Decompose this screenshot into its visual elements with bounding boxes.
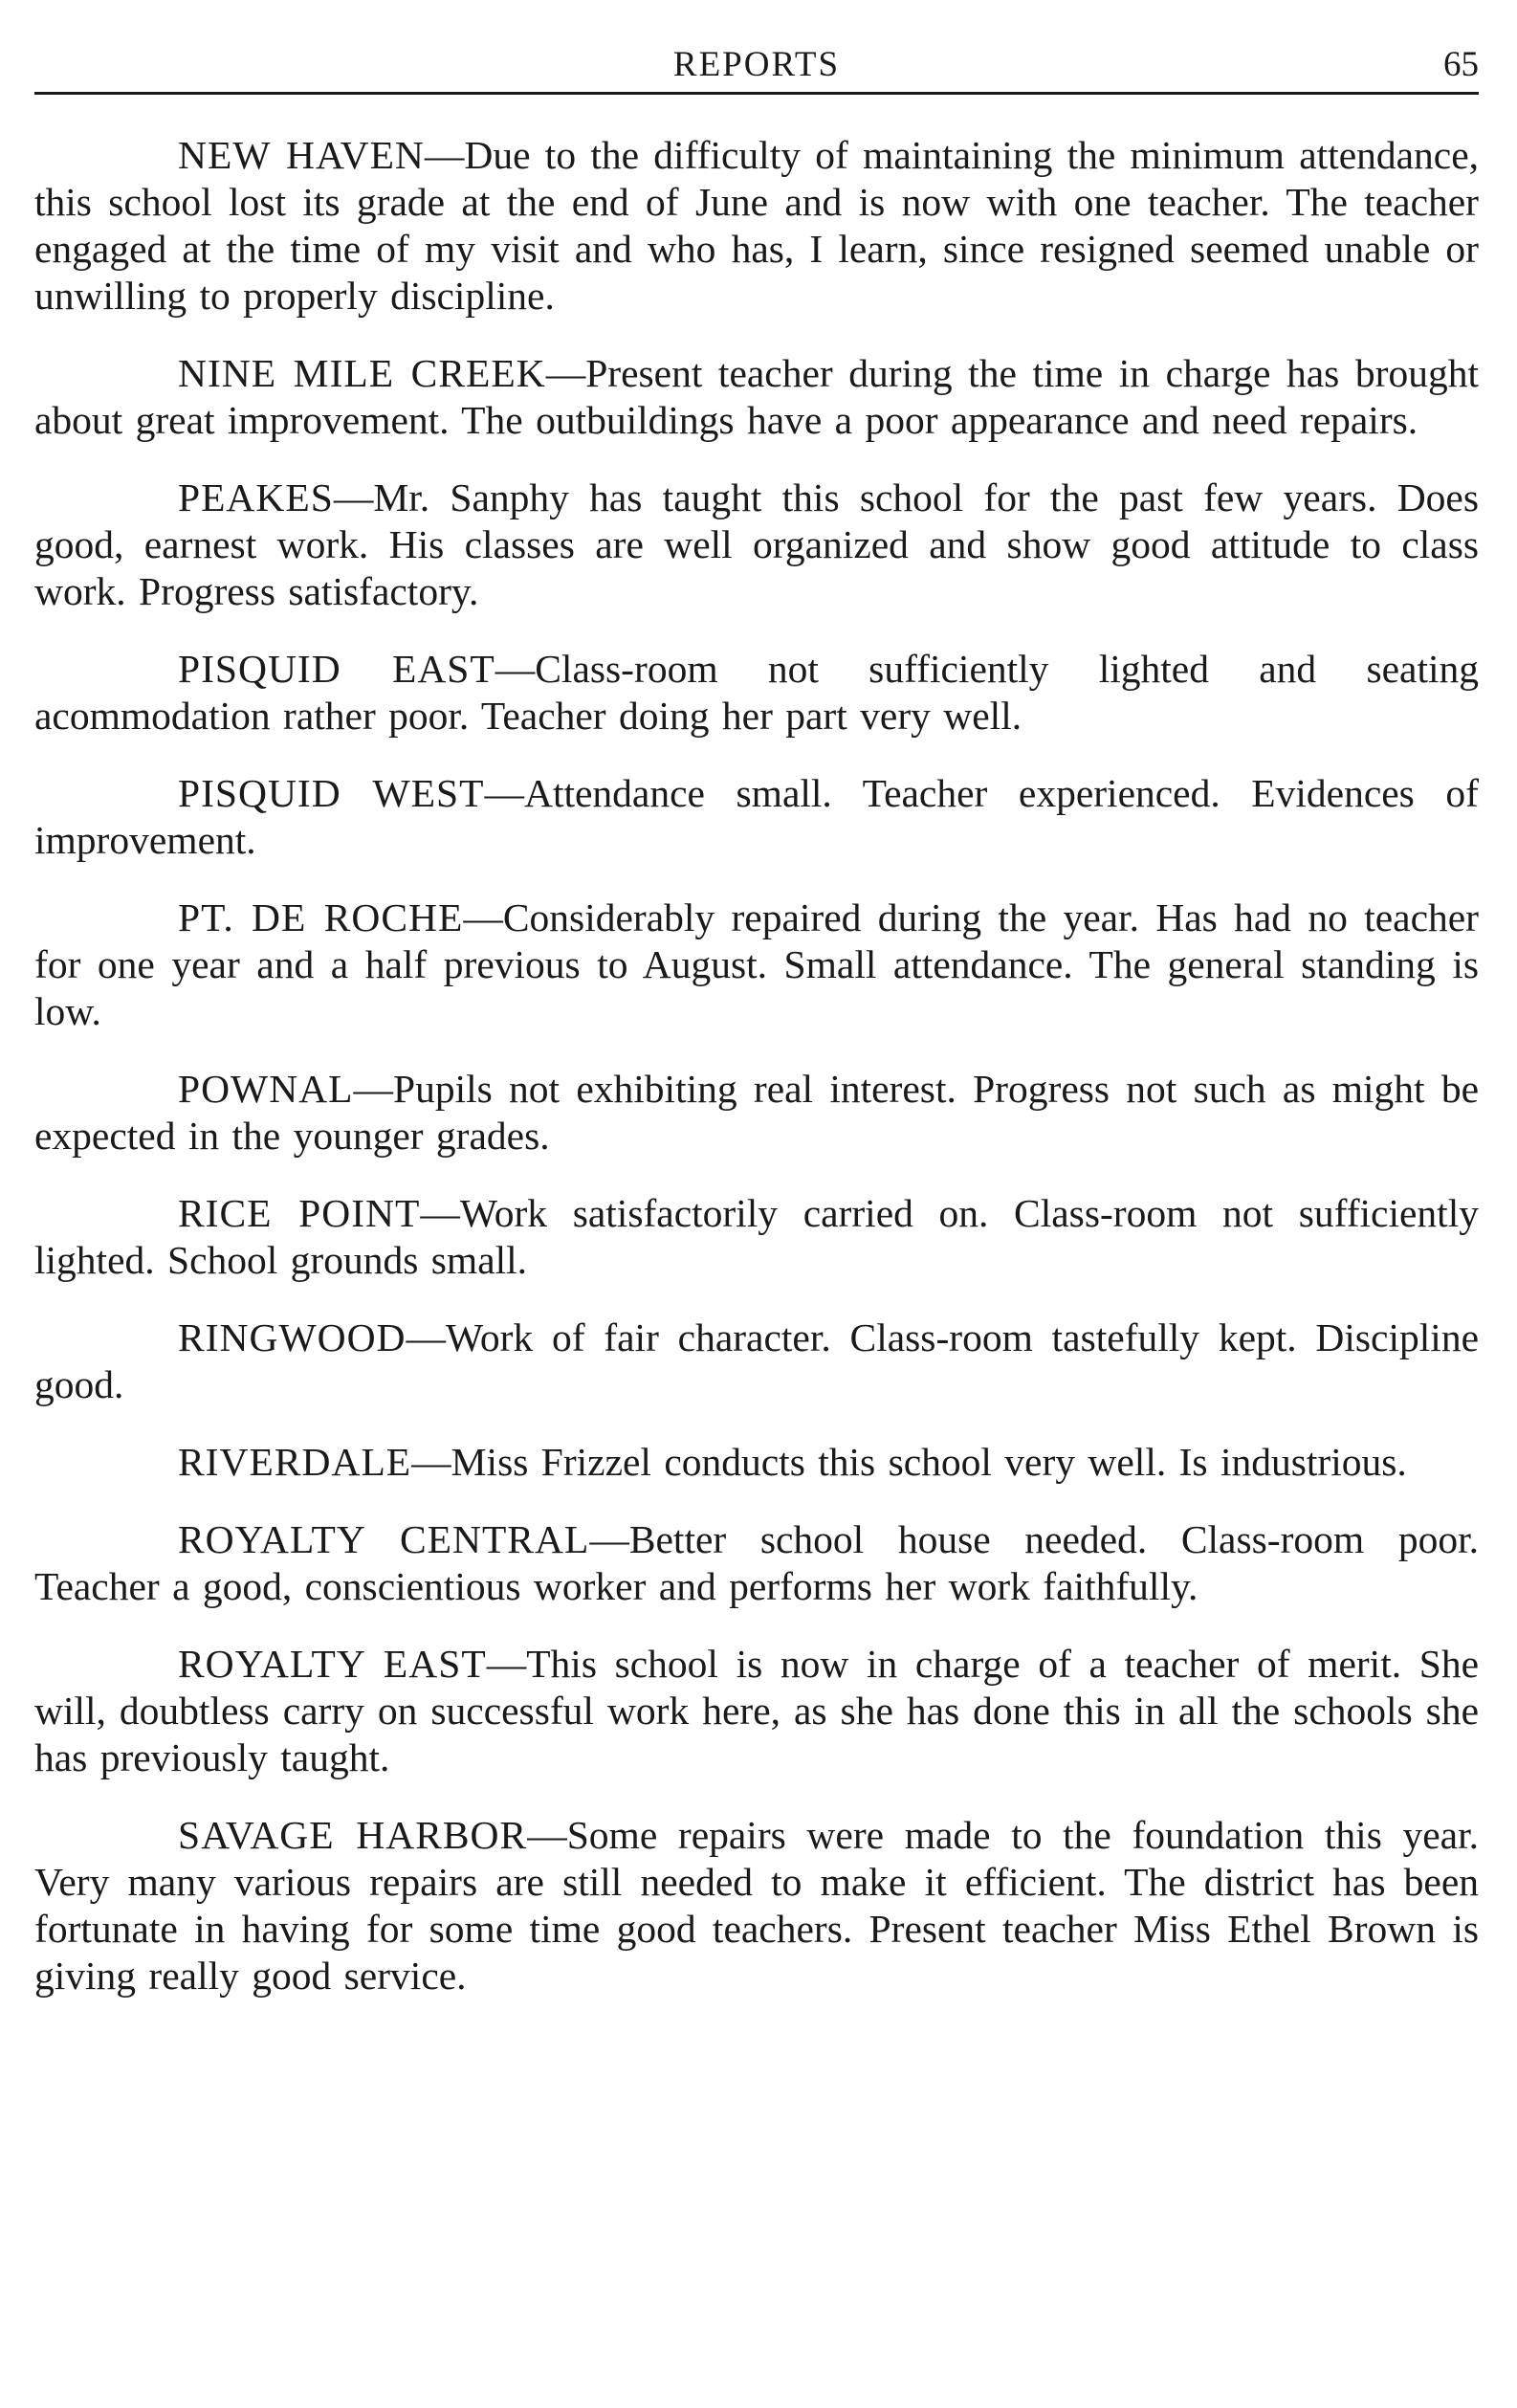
school-report-pownal: POWNAL—Pupils not exhibiting real interest. Progress not such as might be expected in the younger grades. bbox=[34, 1067, 1479, 1158]
school-report-royalty-central: ROYALTY CENTRAL—Better school house needed. Class-room poor. Teacher a good, conscientious worker and performs her work faithfully. bbox=[34, 1517, 1479, 1608]
school-report-pisquid-east: PISQUID EAST—Class-room not sufficiently lighted and seating acommodation rather poor. Teacher doing her part very well. bbox=[34, 647, 1480, 738]
report-text: This school is now in charge of a teacher of merit. She will, doubtless carry on successful work here, as she has done this in all the schools she has previously taught. bbox=[34, 1642, 1479, 1779]
school-name: PISQUID EAST bbox=[178, 647, 495, 691]
report-text: Pupils not exhibiting real interest. Progress not such as might be expected in the younger grades. bbox=[34, 1067, 1479, 1158]
school-name: NEW HAVEN bbox=[178, 133, 425, 177]
school-report-ringwood: RINGWOOD—Work of fair character. Class-room tastefully kept. Discipline good. bbox=[34, 1315, 1479, 1406]
report-text: Considerably repaired during the year. Has had no teacher for one year and a half previous to August. Small attendance. The general standing is low. bbox=[34, 895, 1479, 1033]
report-body bbox=[34, 132, 1479, 2030]
school-report-pt-de-roche: PT. DE ROCHE—Considerably repaired during the year. Has had no teacher for one year and a half previous to August. Small attendance. The general standing is low. bbox=[34, 895, 1479, 1033]
report-text: Some repairs were made to the foundation this year. Very many various repairs are still needed to make it efficient. The district has been fortunate in having for some time good teachers. Present teacher Miss Ethel Brown is giving really good service. bbox=[34, 1813, 1479, 1998]
report-text: Class-room not sufficiently lighted and seating acommodation rather poor. Teacher doing her part very well. bbox=[34, 647, 1480, 738]
report-text: Work of fair character. Class-room tastefully kept. Discipline good. bbox=[34, 1315, 1479, 1406]
report-text: Attendance small. Teacher experienced. Evidences of improvement. bbox=[34, 771, 1479, 862]
report-text: Miss Frizzel conducts this school very well. Is industrious. bbox=[451, 1440, 1407, 1484]
school-report-rice-point: RICE POINT—Work satisfactorily carried on. Class-room not sufficiently lighted. School grounds small. bbox=[34, 1191, 1479, 1282]
school-report-nine-mile-creek: NINE MILE CREEK—Present teacher during the time in charge has brought about great improvement. The outbuildings have a poor appearance and need repairs. bbox=[34, 351, 1479, 442]
school-name: ROYALTY CENTRAL bbox=[178, 1517, 590, 1561]
school-name: RICE POINT bbox=[178, 1191, 421, 1235]
page-number: 65 bbox=[1443, 45, 1479, 84]
page-header bbox=[34, 38, 1479, 95]
report-text: Work satisfactorily carried on. Class-room not sufficiently lighted. School grounds small. bbox=[34, 1191, 1479, 1282]
report-text: Mr. Sanphy has taught this school for the past few years. Does good, earnest work. His classes are well organized and show good attitude to class work. Progress satisfactory. bbox=[34, 475, 1479, 613]
school-name: SAVAGE HARBOR bbox=[178, 1813, 528, 1857]
school-report-royalty-east: ROYALTY EAST—This school is now in charge of a teacher of merit. She will, doubtless carry on successful work here, as she has done this in all the schools she has previously taught. bbox=[34, 1642, 1479, 1779]
school-name: NINE MILE CREEK bbox=[178, 351, 546, 395]
school-name: PT. DE ROCHE bbox=[178, 895, 464, 939]
school-report-pisquid-west: PISQUID WEST—Attendance small. Teacher experienced. Evidences of improvement. bbox=[34, 771, 1479, 862]
school-report-new-haven: NEW HAVEN—Due to the difficulty of maintaining the minimum attendance, this school lost its grade at the end of June and is now with one teacher. The teacher engaged at the time of my visit and who has, I learn, since resigned seemed unable or unwilling to properly discipline. bbox=[34, 133, 1479, 318]
school-name: PISQUID WEST bbox=[178, 771, 485, 815]
report-text: Better school house needed. Class-room poor. Teacher a good, conscientious worker and performs her work faithfully. bbox=[34, 1517, 1479, 1608]
school-name: RIVERDALE bbox=[178, 1440, 412, 1484]
school-name: POWNAL bbox=[178, 1067, 354, 1111]
school-name: PEAKES bbox=[178, 475, 334, 519]
running-title: REPORTS bbox=[672, 45, 841, 84]
school-report-riverdale: RIVERDALE—Miss Frizzel conducts this school very well. Is industrious. bbox=[178, 1440, 1407, 1484]
report-text: Present teacher during the time in charge has brought about great improvement. The outbuildings have a poor appearance and need repairs. bbox=[34, 351, 1479, 442]
school-name: ROYALTY EAST bbox=[178, 1642, 487, 1686]
school-report-savage-harbor: SAVAGE HARBOR—Some repairs were made to the foundation this year. Very many various repairs are still needed to make it efficient. The district has been fortunate in having for some time good teachers. Present teacher Miss Ethel Brown is giving really good service. bbox=[34, 1813, 1479, 1998]
school-name: RINGWOOD bbox=[178, 1315, 407, 1359]
report-text: Due to the difficulty of maintaining the minimum attendance, this school lost its grade at the end of June and is now with one teacher. The teacher engaged at the time of my visit and who has, I learn, since resigned seemed unable or unwilling to properly discipline. bbox=[34, 133, 1479, 318]
school-report-peakes: PEAKES—Mr. Sanphy has taught this school for the past few years. Does good, earnest work. His classes are well organized and show good attitude to class work. Progress satisfactory. bbox=[34, 475, 1479, 613]
